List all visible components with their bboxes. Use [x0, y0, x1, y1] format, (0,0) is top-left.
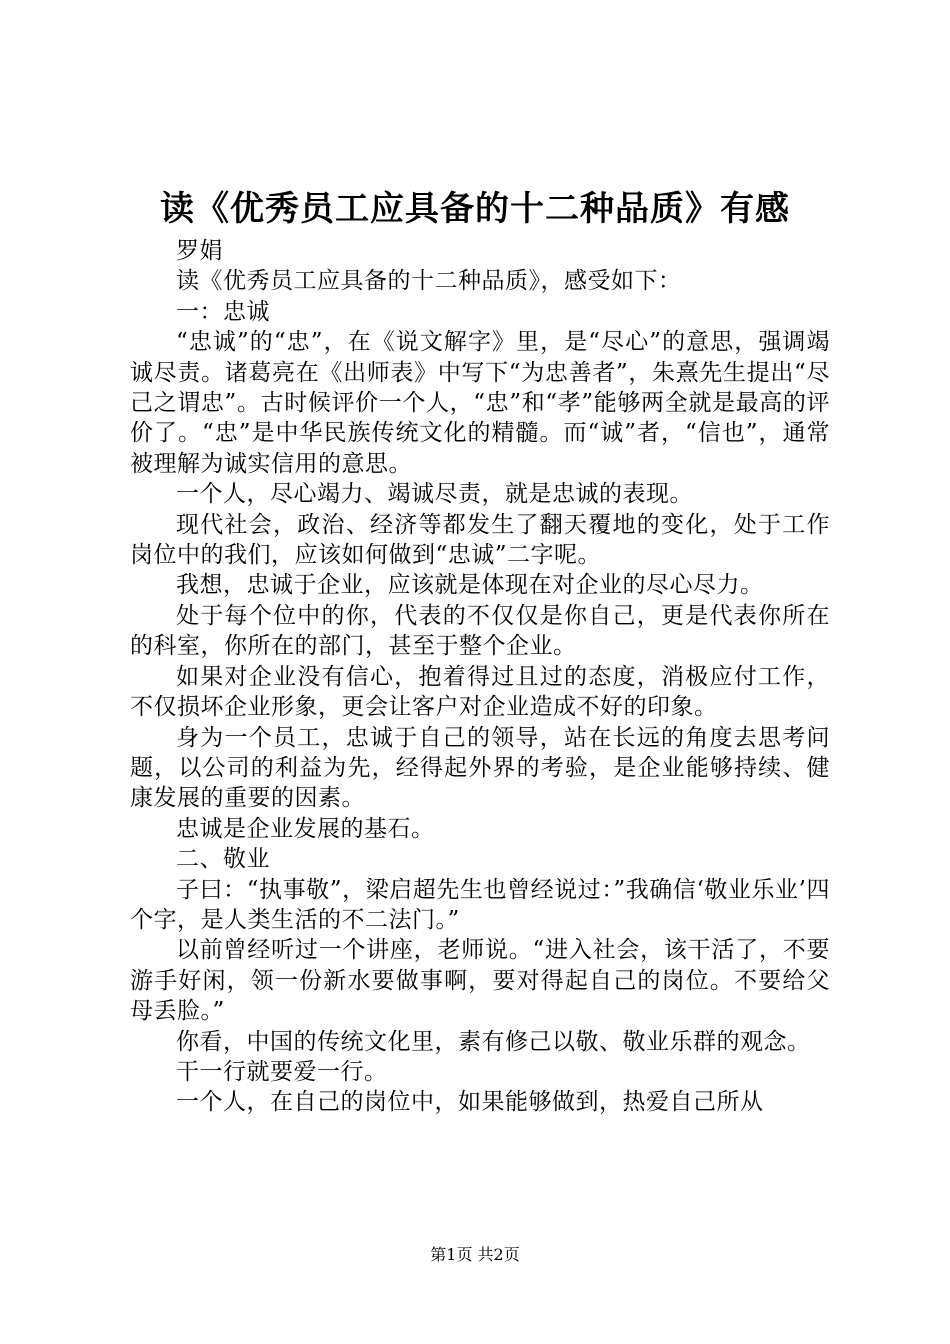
paragraph: 处于每个位中的你，代表的不仅仅是你自己，更是代表你所在的科室，你所在的部门，甚至于整个企业。	[130, 602, 830, 660]
paragraph: 你看，中国的传统文化里，素有修己以敬、敬业乐群的观念。	[176, 1028, 811, 1055]
paragraph: 干一行就要爱一行。	[176, 1058, 388, 1085]
paragraph: 身为一个员工，忠诚于自己的领导，站在长远的角度去思考问题，以公司的利益为先，经得起外界的考验，是企业能够持续、健康发展的重要的因素。	[130, 724, 830, 812]
document-body	[130, 236, 830, 1118]
paragraph: 现代社会，政治、经济等都发生了翻天覆地的变化，处于工作岗位中的我们，应该如何做到“忠诚”二字呢。	[130, 511, 830, 569]
paragraph: 子曰：“执事敬”，梁启超先生也曾经说过：”我确信‘敬业乐业’四个字，是人类生活的不二法门。”	[130, 876, 830, 933]
paragraph: 如果对企业没有信心，抱着得过且过的态度，消极应付工作，不仅损坏企业形象，更会让客户对企业造成不好的印象。	[130, 663, 830, 721]
section-heading-dedication: 二、敬业	[176, 846, 270, 873]
author-line: 罗娟	[176, 238, 223, 264]
paragraph: 以前曾经听过一个讲座，老师说。“进入社会，该干活了，不要游手好闲，领一份新水要做事啊，要对得起自己的岗位。不要给父母丢脸。”	[130, 937, 830, 1025]
section-heading-loyalty: 一：忠诚	[176, 298, 270, 325]
document-title: 读《优秀员工应具备的十二种品质》有感	[160, 189, 790, 229]
paragraph: 我想，忠诚于企业，应该就是体现在对企业的尽心尽力。	[176, 572, 764, 599]
page-footer: 第1页 共2页	[430, 1245, 520, 1264]
paragraph: “忠诚”的“忠”，在《说文解字》里，是“尽心”的意思，强调竭诚尽责。诸葛亮在《出师表》中写下“为忠善者”，朱熹先生提出“尽己之谓忠”。古时候评价一个人，“忠”和“孝”能够两全就是最高的评价了。“忠”是中华民族传统文化的精髓。而“诚”者，“信也”，通常被理解为诚实信用的意思。	[130, 329, 830, 477]
paragraph-intro: 读《优秀员工应具备的十二种品质》，感受如下：	[176, 268, 682, 295]
paragraph: 一个人，尽心竭力、竭诚尽责，就是忠诚的表现。	[176, 481, 693, 508]
paragraph: 一个人，在自己的岗位中，如果能够做到，热爱自己所从	[176, 1089, 764, 1116]
paragraph: 忠诚是企业发展的基石。	[176, 815, 435, 842]
